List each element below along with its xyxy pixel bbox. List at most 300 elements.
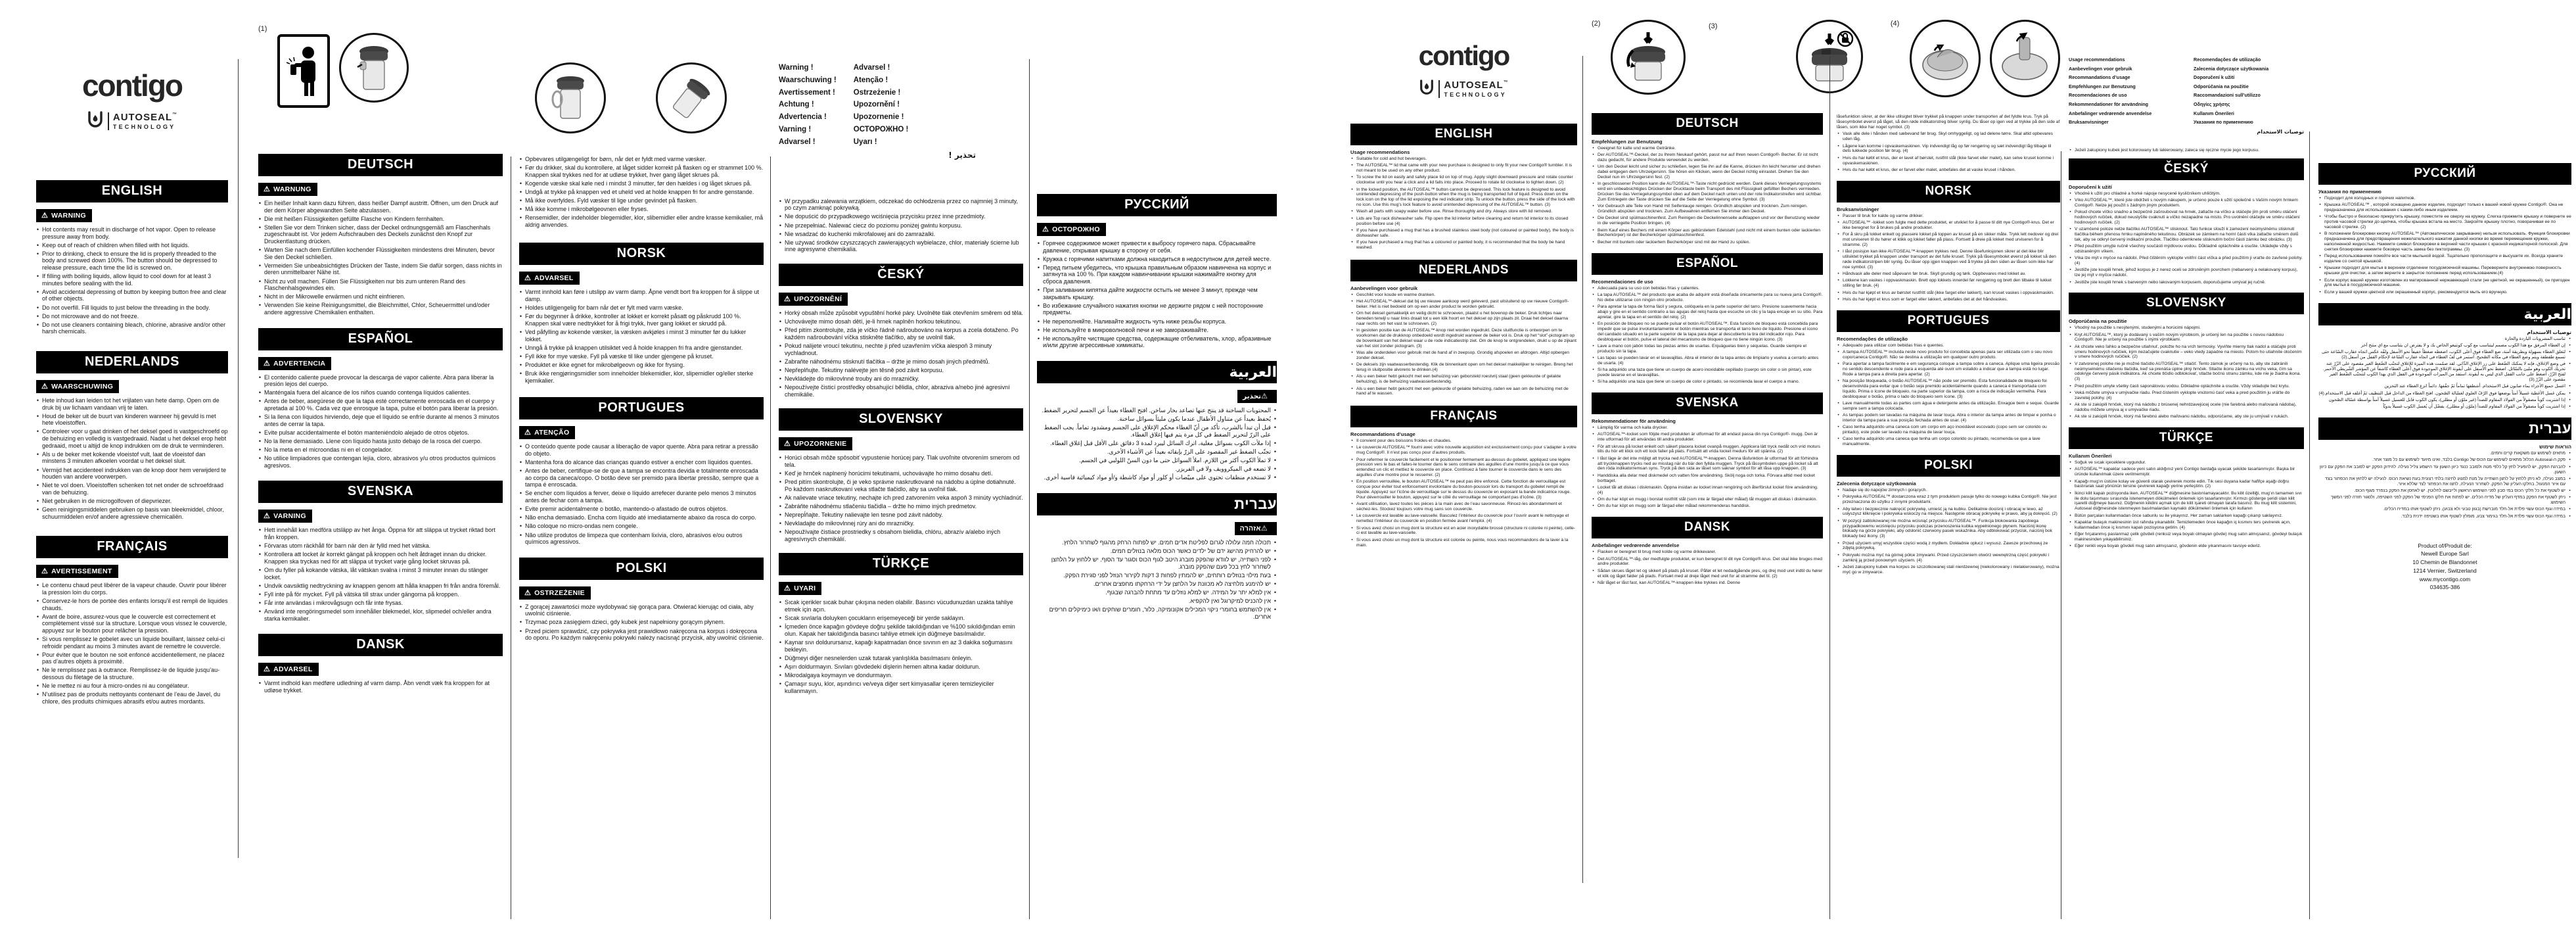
bullet-dot: • (2319, 196, 2321, 201)
bullet-text: Jeżeli zakupiony kubek ma korpus ze szczotkowanej stali nierdzewnej (niekolorowany i nielakierowany), można myć go w zmywarce. (1843, 564, 2059, 575)
bullet-item (519, 313, 764, 327)
bullet-text: Hvis du har kjøpt et krus av børstet rustfritt stål (ikke farget eller lakkert), kan kruset vaskes i oppvaskmaskin. (1843, 290, 2054, 295)
bullet-dot: • (1351, 292, 1353, 297)
section-banner-cesky: ČESKÝ (779, 264, 1023, 286)
autoseal-drop-icon (87, 110, 104, 133)
bullet-dot: • (2319, 214, 2321, 220)
bullet-item (1837, 278, 2060, 289)
section-header-polski: Zalecenia dotyczące użytkowania (1837, 481, 1916, 487)
bullet-dot: • (258, 455, 262, 462)
bullet-dot: • (1592, 146, 1594, 151)
bullet-text: Il convient pour des boissons froides et chaudes. (1356, 439, 1452, 444)
autoseal-logo (1350, 78, 1577, 100)
bullet-item (519, 514, 764, 521)
bullet-item (258, 200, 503, 214)
bullet-text: Opbevares utilgængeligt for børn, når det er fyldt med varme væsker. (525, 156, 706, 162)
bullet-item (36, 451, 228, 465)
bullet-item (258, 567, 503, 581)
bullet-item (1037, 407, 1277, 414)
bullet-text: Если у вашей кружки цветной или окрашенный корпус, рекомендуется мыть его вручную. (2324, 289, 2508, 295)
bullet-text: Før du drikker, skal du kontrollere, at låget sidder korrekt på flasken og er strammet 100 %. Knappen skal trykkes ned for at udløse trykket, hver gang låget skrues på. (525, 164, 764, 178)
bullet-dot: • (519, 619, 522, 626)
bullet-dot: • (1837, 564, 1839, 569)
bullet-dot: • (779, 478, 782, 485)
bullet-item (1350, 479, 1577, 500)
bullet-text: Si ha adquirido una taza que tiene un cuerpo de color o pintado, se recomienda lavar el cuerpo a mano. (1598, 379, 1800, 385)
list-line: Recommandations d’usage (2069, 74, 2130, 81)
bullet-dot: • (1351, 227, 1353, 233)
bullet-dot: • (779, 375, 782, 382)
bullet-item (1037, 465, 1277, 473)
bullet-item (1350, 175, 1577, 185)
brand-logo (1350, 40, 1577, 100)
bullet-item (2318, 214, 2571, 229)
bullet-text: Må ikke komme i mikrobølgeovnen eller fryses. (525, 206, 649, 213)
bullet-text: לפני השתייה, יש לוודא שהפקק מוברג היטב לגוף הכוס וסגור עד הסוף. יש ללחוץ על הלחצן לשחרור לחץ בכל פעם שהפקק מוברג. (1051, 556, 1271, 570)
bullet-item (1592, 444, 1823, 455)
bullet-text: La tapa AUTOSEAL™ del producto que acaba de adquirir está diseñada únicamente para su nueva jarra Contigo®. No debe utilizarse con ningún otro producto. (1598, 292, 1823, 302)
bullet-item (2069, 325, 2304, 331)
bullet-item (1037, 264, 1277, 285)
bullet-text: Pokrywki można myć na górnej półce zmywarki. Przed czyszczeniem otwórz wewnętrzną część pokrywki i zamknij ją przed ponownym użyciem. (4) (1843, 552, 2050, 563)
bullet-text: Bütün parçaları kullanmadan önce sabunlu su ile yıkayınız. Her zaman saklarken kapağı çıkarıp saklayınız. (2075, 513, 2283, 518)
bullet-text: Verwenden Sie keine Reinigungsmittel, die Bleichmittel, Chlor, Scheuermittel und/oder andere aggressive Chemikalien enthalten. (264, 302, 490, 316)
left-column-a (36, 62, 228, 707)
list-line: Aanbevelingen voor gebruik (2069, 65, 2132, 72)
bullet-text: لا تملأ الكوب أكثر من اللازم. املأ السوائل حتى ما دون السنّ اللولبي في الجسم. (1079, 457, 1271, 464)
bullet-dot: • (1274, 407, 1277, 414)
bullet-dot: • (36, 241, 39, 249)
bullet-item (779, 239, 1023, 253)
bullet-text: Als u een beker hebt gekocht met een gekleurde of gelakte behuizing, raden we aan om de behuizing met de hand af te wassen. (1356, 386, 1569, 396)
bullet-dot: • (1592, 444, 1594, 449)
bullet-text: Uchovávejte mimo dosah dětí, je-li hrnek naplněn horkou tekutinou. (785, 318, 961, 325)
section-banner-arabic: العربية (2318, 303, 2571, 325)
bullet-dot: • (36, 691, 39, 698)
bullet-dot: • (779, 327, 782, 334)
bullet-text: Antes de beber, asegúrese de que la tapa esté correctamente enroscada en el cuerpo y apretada al 100 %. Cada vez que enrosque la tapa, pulse el botón para liberar la presión. (264, 398, 499, 412)
bullet-text: אין להשתמש בחומרי ניקוי המכילים אקונומיקה, כלור, חומרים שוחקים ו/או כימיקלים חריפים אחרים. (1049, 606, 1271, 620)
section-banner-nederlands: NEDERLANDS (36, 351, 228, 373)
bullet-dot: • (258, 567, 262, 573)
bullet-item (2318, 404, 2571, 410)
bullet-dot: • (1592, 181, 1594, 187)
bullet-text: تناسب المشروبات الباردة والحارة (2504, 336, 2565, 341)
right-column-2 (1592, 20, 1823, 587)
bullet-text: Vermijd het accidenteel indrukken van de knop door hem verwijderd te houden van andere voorwerpen. (42, 466, 227, 481)
bullet-text: Mantenha fora do alcance das crianças quando estiver a encher com líquidos quentes. (525, 459, 753, 466)
bullet-text: لا تستخدم منظفات تحتوي على مبيّضات أو كلور أو مواد كاشطة و/أو مواد كيميائية قاسية أخرى. (1044, 474, 1271, 481)
bullet-dot: • (1837, 400, 1839, 406)
bullet-text: Antes de beber, certifique-se de que a tampa se encontra devida e totalmente enroscada ao corpo da caneca/copo. O botão deve ser premido para libertar pressão, sempre que a tampa é enroscada. (525, 467, 759, 488)
bullet-item (1037, 598, 1277, 605)
bullet-text: Geschikt voor koude en warme dranken. (1356, 292, 1436, 297)
bullet-text: N’utilisez pas de produits nettoyants contenant de l’eau de Javel, du chlore, des produits chimiques abrasifs et/ou autres mordants. (42, 691, 221, 705)
list-line: Empfehlungen zur Benutzung (2069, 83, 2136, 89)
bullet-item (1592, 379, 1823, 385)
bullet-text: Para apretar la tapa de forma fácil y segura, colóquela en la parte superior del tarro. Presione suavemente hacia abajo y gire en el sentido contrario a las agujas del reloj hasta que escuche un clic y la tapa encaje en su sitio. Para apretar, gire la tapa en el sentido del reloj. (2) (1598, 304, 1823, 320)
bullet-text: Avant de boire, assurez-vous que le couvercle est correctement et complètement vissé sur la structure. Lorsque vous vissez le couvercle, appuyez sur le bouton pour relâcher la pression. (42, 613, 227, 634)
bullet-item (779, 503, 1023, 510)
section-header-hebrew: הוראות שימוש (2539, 444, 2571, 450)
bullet-dot: • (2069, 191, 2071, 196)
figure-row-1 (258, 25, 503, 108)
bullet-text: Lokkene kan vaskes i oppvaskmaskin. Brett opp lokkets innerdel før rengjøring og brett den tilbake til lukket stilling før bruk. (4) (1843, 278, 2052, 289)
warning-bullets-slovensky (779, 454, 1023, 542)
warning-bullets-svenska (258, 527, 503, 622)
bullet-dot: • (2569, 476, 2571, 481)
bullet-dot: • (258, 200, 262, 206)
bullet-dot: • (1351, 216, 1353, 221)
bullet-dot: • (779, 342, 782, 349)
bullet-dot: • (1037, 240, 1040, 247)
bullet-dot: • (519, 156, 522, 162)
bullet-item (779, 623, 1023, 637)
bullet-dot: • (519, 352, 522, 360)
bullet-dot: • (779, 671, 782, 679)
bullet-dot: • (36, 482, 39, 489)
bullet-dot: • (258, 262, 262, 269)
list-line: Warning ! (779, 64, 814, 72)
bullet-item (519, 156, 764, 163)
section-banner-english: ENGLISH (36, 180, 228, 202)
bullet-dot: • (1274, 448, 1277, 456)
bullet-item (2318, 202, 2571, 213)
bullet-dot: • (1592, 292, 1594, 297)
bullet-dot: • (2069, 460, 2071, 465)
warning-bullets-espanol (258, 374, 503, 469)
bullet-item (1350, 240, 1577, 250)
bullet-dot: • (779, 494, 782, 501)
bullet-dot: • (1592, 497, 1594, 502)
bullet-item (1592, 164, 1823, 179)
bullet-text: Не используйте чистящие средства, содержащие отбеливатель, хлор, абразивные и/или другие агрессивные химикаты. (1043, 335, 1272, 349)
bullet-text: Lågene kan komme i opvaskemaskinen. Vip indvendigt låg op før rengøring og sæt indvendigt låg tilbage til dets lukkede position før brug. (4) (1843, 143, 2052, 154)
warning-box-deutsch: ⚠ WARNUNG (258, 183, 317, 196)
bullet-item (258, 389, 503, 396)
warning-box-espanol: ⚠ ADVERTENCIA (258, 357, 331, 370)
bullet-text: I låst posisjon kan ikke AUTOSEAL™-knappen trykkes ned. Denne låsefunksjonen sikrer at det ikke blir utilsiktet trykket på knappen under transport av det fulle kruset. Trykk på låsesymbolet øverst på lokket så den røde indikatorstripen blir synlig. Du låser opp igjen knappen ved å trykke på den siden av låsen som ikke har noe symbol. (3) (1843, 249, 2056, 270)
bullet-text: Unngå å trykke på knappen utilsiktet ved å holde knappen fri fra andre gjenstander. (525, 344, 743, 351)
bullet-dot: • (519, 179, 522, 187)
bullet-item (779, 222, 1023, 229)
bullet-item (2318, 343, 2571, 348)
bullet-item (258, 527, 503, 540)
bullet-dot: • (258, 590, 262, 598)
bullet-dot: • (36, 250, 39, 257)
bullet-item (1037, 302, 1277, 316)
bullet-text: Nepoužívajte čistiace prostriedky s obsahom bielidla, chlóru, abrazív a/alebo iných agresívnych chemikálií. (785, 529, 1001, 542)
bullet-dot: • (1837, 143, 1839, 149)
bullet-dot: • (519, 443, 522, 450)
bullet-dot: • (779, 623, 782, 631)
bullet-item (1037, 287, 1277, 300)
bullet-item (519, 304, 764, 312)
bullet-item (258, 302, 503, 316)
bullet-dot: • (779, 213, 782, 220)
bullet-dot: • (1351, 299, 1353, 304)
bullet-text: Подходит для холодных и горячих напитков. (2324, 196, 2416, 201)
bullet-item (779, 454, 1023, 468)
bullet-dot: • (1592, 216, 1594, 221)
bullet-item (1350, 156, 1577, 162)
bullet-dot: • (1837, 232, 1839, 237)
bullet-dot: • (2569, 488, 2571, 493)
bullet-dot: • (36, 506, 39, 513)
section-header-cesky: Doporučení k užití (2069, 183, 2112, 190)
section-banner-slovensky: SLOVENSKY (2069, 293, 2304, 314)
bullet-item (2069, 384, 2304, 389)
bullet-dot: • (2069, 383, 2071, 389)
bullet-dot: • (1592, 164, 1594, 170)
warning-bullets-cesky (779, 310, 1023, 398)
bullet-item (1592, 485, 1823, 496)
bullet-item (2318, 337, 2571, 342)
bullet-dot: • (36, 636, 39, 643)
bullet-text: Nepřeplňujte. Tekutiny nalévejte jen těsně pod závit korpusu. (785, 366, 944, 373)
bullet-item (2069, 479, 2304, 490)
bullet-text: Geeignet für kalte und warme Getränke. (1598, 146, 1676, 151)
bullet-text: Die mit heißen Flüssigkeiten gefüllte Flasche von Kindern fernhalten. (264, 215, 445, 222)
bullet-text: Becher mit buntem oder lackiertem Becherkörper sind mit der Hand zu spülen. (1598, 239, 1751, 245)
bullet-dot: • (1351, 502, 1353, 507)
bullet-item (1037, 424, 1277, 438)
list-line: Avertissement ! (779, 88, 835, 97)
bullet-item (779, 198, 1023, 212)
bullet-dot: • (1274, 424, 1277, 431)
bullet-item (519, 604, 764, 617)
bullet-dot: • (1274, 416, 1277, 423)
bullet-item (1837, 291, 2060, 296)
warning-word-list-col2 (854, 62, 909, 149)
bullet-dot: • (519, 206, 522, 213)
bullet-dot: • (1837, 155, 1839, 160)
bullet-item (519, 197, 764, 204)
bullet-text: El contenido caliente puede provocar la descarga de vapor caliente. Abra para liberar la presión lejos del cuerpo. (264, 373, 494, 388)
bullet-text: Перед использованием помойте все части мыльной водой. Тщательно прополощите и высушите их. Всегда храните изделие со снятой крышкой. (2324, 254, 2564, 264)
mug-hold-illustration-icon (535, 62, 606, 133)
bullet-text: Passer til bruk for kalde og varme drikker. (1843, 213, 1924, 218)
section-header-espanol: Recomendaciones de uso (1592, 278, 1653, 285)
bullet-item (1350, 311, 1577, 326)
bullet-text: المحتويات الساخنة قد ينتج عنها تصاعد بخار ساخن. افتح الغطاء بعيداً عن الجسم لتحرير الضغط. (1042, 407, 1271, 414)
bullet-item (36, 636, 228, 650)
bullet-text: Flasken er beregnet til brug med kolde og varme drikkevarer. (1598, 550, 1716, 555)
warning-bullets-francais (36, 582, 228, 705)
bullet-dot: • (36, 312, 39, 320)
bullet-dot: • (1592, 580, 1594, 585)
bullet-text: Vermeiden Sie unbeabsichtigtes Drücken der Taste, indem Sie dafür sorgen, dass nichts in deren unmittelbarer Nähe ist. (264, 262, 502, 276)
bullet-dot: • (1037, 318, 1040, 325)
bullet-item (519, 490, 764, 504)
bullet-dot: • (1837, 413, 1839, 418)
bullet-dot: • (779, 309, 782, 316)
bullet-text: Beim Kauf eines Bechers mit einem Körper aus gebürstetem Edelstahl (und nicht mit einem bunten oder lackierten Becherkörper) ist der Becherkörper spülmaschinenfest. (1598, 227, 1821, 238)
bullet-item (779, 358, 1023, 366)
bullet-dot: • (1274, 556, 1277, 563)
bullet-item (36, 691, 228, 705)
bullet-text: إذا اشتريت كوباً مصقولاً من الفولاذ المقاوم للصدأ (ملوّن أو مطلي)، يفضّل أن يُغسل الكوب غسيلاً يدويّاً (2383, 404, 2565, 410)
bullet-dot: • (519, 164, 522, 172)
usage-bullets-dansk-part1 (1592, 550, 1823, 585)
bullet-text: A tampa AUTOSEAL™ incluída neste novo produto foi concebida apenas para ser utilizada com o seu novo copo/caneca Contigo®. Não se destina a utilização em qualquer outro produto. (1843, 350, 2053, 360)
bullet-text: Die Deckel sind spülmaschinenfest. Zum Reinigen die Deckelinnenseite aufklappen und vor der Benutzung wieder in die verriegelte Position bringen. (4) (1598, 216, 1820, 226)
bullet-dot: • (2319, 202, 2321, 208)
section-banner-espanol: ESPAÑOL (1592, 253, 1823, 275)
bullet-item (36, 289, 228, 302)
bullet-item (36, 582, 228, 596)
bullet-dot: • (36, 428, 39, 435)
warning-triangle-icon: ⚠ (524, 588, 532, 597)
bullet-text: Víka lze mýt v myčce na nádobí. Před čištěním vyklopte vnitřní část víčka a před použitím ji vraťte do zavřené polohy. (4) (2075, 256, 2303, 266)
warning-bullets-deutsch (258, 200, 503, 316)
warning-box-portugues: ⚠ ATENÇÃO (519, 426, 575, 439)
bullet-dot: • (2069, 344, 2071, 349)
bullet-text: במידה וגוף הכוס עשוי פלדת אל-חלד מוברשת (בגוון טבעי ולא צבוע), ניתן לשטוף אותו במדיח הכלים. (2383, 507, 2565, 512)
warning-bullets-polski-part2 (779, 198, 1023, 253)
bullet-text: Der AUTOSEAL™-Deckel, der zu Ihrem Neukauf gehört, passt nur auf Ihren neuen Contigo®- Becher. Er ist nicht dazu gedacht, für andere Produkte verwendet zu werden. (1598, 153, 1818, 163)
list-line: Upozornění ! (853, 101, 900, 109)
bullet-text: Горячее содержимое может привести к выбросу горячего пара. Сбрасывайте давление, открывая крышку в сторону от себя. (1043, 240, 1256, 254)
bullet-item (2318, 458, 2571, 463)
bullet-dot: • (779, 502, 782, 510)
list-line: Ostrzeżenie ! (853, 88, 901, 97)
bullet-dot: • (1592, 204, 1594, 209)
bullet-text: De deksels zijn vaatwasserbestendig. Klik de binnenkant open om het deksel makkelijker te reinigen. Breng het terug in sluitpositie alvorens te drinken.(4) (1356, 362, 1573, 373)
warning-triangle-icon: ⚠ (1260, 525, 1268, 533)
bullet-dot: • (2069, 532, 2071, 537)
bullet-item (1592, 204, 1823, 214)
bullet-dot: • (779, 511, 782, 518)
warning-word-list (779, 62, 1023, 149)
bullet-text: Niet gebruiken in de microgolfoven of diepvriezer. (42, 497, 172, 504)
bullet-dot: • (2569, 458, 2571, 463)
bullet-dot: • (519, 197, 522, 204)
bullet-text: Keď je hrnček naplnený horúcimi tekutinami, uchovávajte ho mimo dosahu detí. (785, 469, 993, 477)
bullet-item (258, 429, 503, 437)
bullet-item (1037, 448, 1277, 456)
bullet-item (258, 551, 503, 565)
bullet-dot: • (258, 293, 262, 300)
bullet-dot: • (258, 551, 262, 558)
bullet-dot: • (2069, 279, 2071, 285)
bullet-item (1592, 368, 1823, 378)
bullet-item (2069, 345, 2304, 360)
bullet-dot: • (36, 466, 39, 473)
bullet-dot: • (1592, 456, 1594, 461)
bullet-dot: • (1592, 343, 1594, 348)
bullet-dot: • (1351, 479, 1353, 485)
section-banner-norsk: NORSK (1837, 181, 2060, 202)
bullet-text: Во избежание случайного нажатия кнопки не держите рядом с ней посторонние предметы. (1043, 302, 1264, 316)
bullet-dot: • (779, 239, 782, 246)
bullet-dot: • (258, 373, 262, 381)
bullet-dot: • (1592, 432, 1594, 437)
bullet-text: Stellen Sie vor dem Trinken sicher, dass der Deckel ordnungsgemäß am Flaschenhals zugeschraubt ist. Vor jedem Aufschrauben des Deckels zunächst den Knopf zur Druckentlastung drücken. (264, 224, 491, 245)
bullet-item (1837, 249, 2060, 270)
usage-title-index-col2 (2194, 56, 2268, 128)
bullet-item (258, 542, 503, 550)
bullet-text: בעת מילוי בנוזלים רותחים, יש להמתין לפחות 3 דקות לקירור הנוזל לפני סגירת הפקק. (1063, 571, 1271, 579)
bullet-text: Hvis du har købt et krus, der er farvet eller malet, anbefales det at vaske kruset i hånden. (1843, 167, 2016, 172)
warning-triangle-icon: ⚠ (264, 512, 271, 521)
usage-bullets-norsk (1837, 214, 2060, 302)
bullet-text: Před pitím zkontrolujte, zda je víčko řádně našroubováno na korpus a zcela dotaženo. Po každém našroubování víčka stiskněte tlačítko, aby se uvolnil tlak. (785, 327, 1019, 341)
bullet-text: Caso tenha adquirido uma caneca com um corpo em aço inoxidável escovado (copo sem ser colorido ou pintado), este pode ser lavado na máquina de lavar louça. (1843, 425, 2047, 435)
bullet-item (779, 343, 1023, 356)
bullet-dot: • (1592, 153, 1594, 158)
bullet-text: יש להימנע מלחיצה לא מכוונת על הלחצן על ידי הרחקתו מחפצים אחרים. (1093, 581, 1271, 588)
bullet-dot: • (779, 383, 782, 391)
bullet-item (1837, 488, 2060, 493)
lid-interior-open-illustration-icon (1910, 20, 1980, 97)
bullet-item (36, 467, 228, 481)
bullet-text: Pred pitím skontrolujte, či je veko správne naskrutkované na nádobu a úplne dotiahnuté. Po každom naskrutkovaní veka stlačte tlačidlo, aby sa uvoľnil tlak. (785, 478, 1016, 492)
bullet-item (1837, 156, 2060, 166)
bullet-item (2069, 148, 2304, 153)
bullet-dot: • (779, 599, 782, 606)
bullet-text: Pokrywka AUTOSEAL™ dostarczona wraz z tym produktem pasuje tylko do nowego kubka Contigo®. Nie jest przeznaczona do użytku z innymi produktami. (1843, 494, 2057, 505)
bullet-item (1592, 181, 1823, 202)
bullet-text: Sıcak içerikler sıcak buhar çıkışına neden olabilir. Basıncı vücudunuzdan uzakta tahliye etmek için açın. (785, 599, 1013, 613)
bullet-text: Eğer fırçalanmış paslanmaz çelik gövdeli (renksiz veya boyalı olmayan gövde) mug satın almışsanız, gövdeyi bulaşık makinesinden yıkayabilirsiniz. (2075, 532, 2303, 542)
bullet-text: Na posição bloqueada, o botão AUTOSEAL™ não pode ser premido. Esta funcionalidade de bloqueio foi desenvolvida para evitar que o botão seja premido acidentalmente quando a caneca é transportada com líquido. Prima o ícone de bloqueio, na parte superior da tampa, com a risca de indicação vermelha. Para desbloquear o botão, prima o lado do bloqueio sem ícone. (3) (1843, 379, 2047, 399)
bullet-text: Håndvask alle deler med såpevann før bruk. Skyll grundig og tørk. Oppbevares med lokket av. (1843, 272, 2026, 277)
bullet-item (36, 397, 228, 411)
bullet-dot: • (1592, 227, 1594, 233)
usage-bullets-dansk-part2 (1837, 131, 2060, 172)
bullet-item (258, 438, 503, 445)
usage-title-index-col1 (2069, 56, 2184, 128)
bullet-text: Horký obsah může způsobit vypuštění horké páry. Uvolněte tlak otevřením směrem od těla. (785, 309, 1024, 316)
bullet-text: Si ha adquirido una taza que tiene un cuerpo de acero inoxidable cepillado (cuerpo sin color o sin pintar), este puede lavarse en el lavavajillas. (1598, 368, 1812, 377)
section-banner-dansk: DANSK (258, 634, 503, 656)
bullet-item (2318, 465, 2571, 475)
section-header-turkce: Kullanım Önerileri (2069, 453, 2112, 460)
bullet-item (1350, 293, 1577, 298)
warning-bullets-portugues (519, 443, 764, 545)
bullet-text: If you have purchased a mug that has a coloured or painted body, it is recommended that the body be hand washed. (1356, 240, 1565, 250)
bullet-item (779, 615, 1023, 622)
bullet-text: Förvaras utom räckhåll för barn när den är fylld med het vätska. (264, 542, 431, 550)
list-line: Product of/Produit de: (2418, 542, 2472, 549)
bullet-text: Hett innehåll kan medföra utsläpp av het ånga. Öppna för att släppa ut trycket riktad bort från kroppen. (264, 527, 495, 541)
bullet-item (2069, 362, 2304, 382)
bullet-text: For å skru på lokket enkelt og plassere lokket på toppen av kruset på en sikker måte. Trykk lett nedover og drei mot urviseren til du hører et klikk og lokket faller på plass. Fortsett å dreie på lokket med urviseren for å stramme. (2) (1843, 232, 2059, 247)
bullet-item (1037, 572, 1277, 579)
bullet-text: In the locked position, the AUTOSEAL™ button cannot be depressed. This lock feature is designed to avoid unintended depressing of the push-button when the mug is being transported full of liquid. Press down on the lock icon on the top of the lid exposing the red indicator strip. To unlock the button, press the side of the lock with no icon. Use this mug’s lock feature to avoid unintended depressing of the AUTOSEAL™ button. (3) (1356, 187, 1575, 208)
bullet-dot: • (2069, 513, 2071, 518)
bullet-text: Het AUTOSEAL™-deksel dat bij uw nieuwe aankoop werd geleverd, past uitsluitend op uw nieuwe Contigo®-beker. Het is niet bedoeld om op een ander product te worden gebruikt. (1356, 299, 1569, 309)
warning-box-hebrew: ⚠אזהרה (1235, 522, 1277, 535)
bullet-text: AUTOSEAL™-locket som följde med produkten är utformad för att endast passa din nya Contigo®- mugg. Den är inte utformad för att användas till andra produkter. (1598, 432, 1818, 442)
bullet-item (1350, 538, 1577, 548)
bullet-item (779, 327, 1023, 341)
bullet-dot: • (258, 542, 262, 550)
bullet-text: Mikrodalgaya koymayın ve dondurmayın. (785, 671, 893, 679)
warning-box-russkiy: ⚠ ОСТОРОЖНО (1037, 223, 1106, 236)
section-banner-russkiy: РУССКИЙ (2318, 163, 2571, 185)
bullet-text: Jeżeli zakupiony kubek jest kolorowany lub lakierowany, zaleca się ręczne mycie jego korpusu. (2075, 147, 2259, 153)
bullet-dot: • (36, 321, 39, 328)
bullet-dot: • (1351, 311, 1353, 316)
bullet-text: Ak chcete veko ľahko a bezpečne utiahnuť, položte ho na vrch termosky. Vyviňte mierny tlak nadol a otáčajte proti smeru hodinových ručičiek, kým nezačujete cvaknutie – veko vtedy zapadne na miesto. Potom ho utiahnite otočením v smere hodinových ručičiek. (2) (2075, 344, 2302, 360)
section-header-deutsch: Empfehlungen zur Benutzung (1592, 139, 1663, 145)
usage-bullets-nederlands (1350, 293, 1577, 396)
bullet-item (1037, 240, 1277, 254)
warning-box-english: ⚠ WARNING (36, 209, 92, 222)
bullet-text: Do not microwave and do not freeze. (42, 312, 139, 320)
